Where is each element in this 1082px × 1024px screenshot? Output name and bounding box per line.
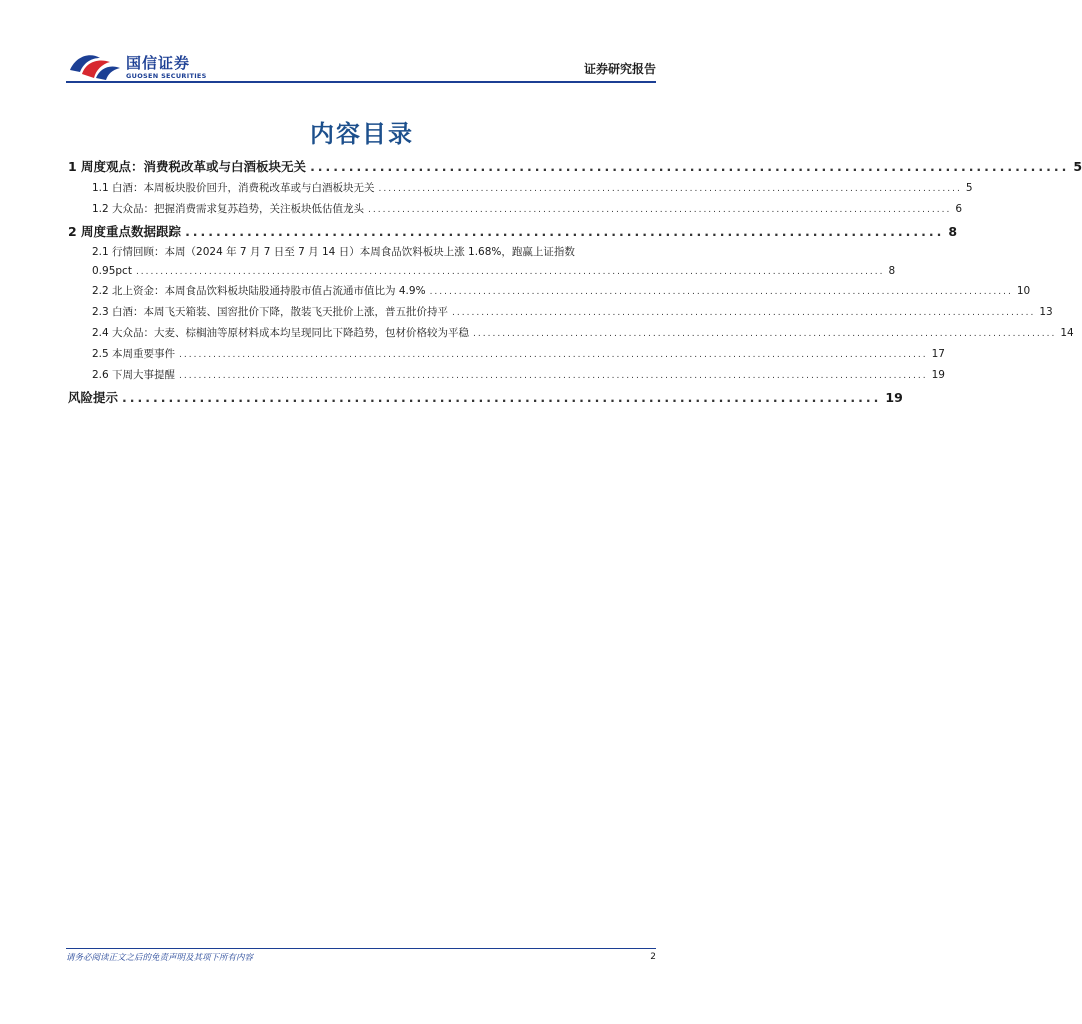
toc-entry-text: 1 周度观点：消费税改革或与白酒板块无关 <box>68 159 307 174</box>
toc-entry-text: 2.4 大众品：大麦、棕榈油等原材料成本均呈现同比下降趋势，包材价格较为平稳 <box>92 327 470 339</box>
toc-entry-1-2[interactable] <box>68 199 963 220</box>
toc-entry-page: 19 <box>885 390 903 405</box>
toc-entry-page: 6 <box>955 203 963 215</box>
logo-chinese-name: 国信证券 <box>126 54 191 72</box>
table-of-contents <box>68 155 1082 409</box>
toc-entry-text: 2 周度重点数据跟踪 <box>68 224 182 239</box>
toc-entry-text: 2.1 行情回顾：本周（2024 年 7 月 7 日至 7 月 14 日）本周食品饮料板块上涨 1.68%，跑赢上证指数 <box>92 246 575 258</box>
toc-entry-2-6[interactable] <box>68 365 945 386</box>
dot-leader: ........................................................................................................................ <box>429 287 1013 297</box>
dot-leader: ........................................................................................................................ <box>368 205 952 215</box>
header-divider <box>66 81 656 83</box>
toc-entry-page: 14 <box>1060 327 1074 339</box>
toc-entry-text: 2.3 白酒：本周飞天箱装、国窖批价下降，散装飞天批价上涨，普五批价持平 <box>92 306 449 318</box>
toc-entry-2-3[interactable] <box>68 302 1053 323</box>
toc-entry-2-5[interactable] <box>68 344 945 365</box>
footer-disclaimer: 请务必阅读正文之后的免责声明及其项下所有内容 <box>66 953 254 963</box>
page-number: 2 <box>650 952 656 962</box>
toc-entry-page: 19 <box>931 369 945 381</box>
dot-leader: .......................................................................................................................................................... <box>179 350 928 360</box>
dot-leader: ........................................................................................................................ <box>473 329 1057 339</box>
dot-leader: ........................................................................................................................ <box>378 184 962 194</box>
toc-entry-2-4[interactable] <box>68 323 1074 344</box>
toc-entry-text: 2.2 北上资金：本周食品饮料板块陆股通持股市值占流通市值比为 4.9% <box>92 285 426 297</box>
toc-entry-2[interactable] <box>68 221 958 243</box>
dot-leader: .................................................................................................. <box>310 159 1070 174</box>
dot-leader: .................................................................................................. <box>122 390 882 405</box>
toc-entry-page: 5 <box>965 182 973 194</box>
toc-entry-page: 13 <box>1039 306 1053 318</box>
toc-entry-text: 1.1 白酒：本周板块股价回升，消费税改革或与白酒板块无关 <box>92 182 375 194</box>
toc-entry-risk[interactable] <box>68 387 903 409</box>
toc-entry-page: 5 <box>1073 159 1082 174</box>
guosen-logo-icon <box>66 50 122 82</box>
toc-entry-2-1[interactable] <box>68 243 896 281</box>
toc-entry-page: 17 <box>931 348 945 360</box>
report-type-label: 证券研究报告 <box>583 62 656 76</box>
toc-entry-text: 2.5 本周重要事件 <box>92 348 176 360</box>
footer-divider <box>66 948 656 949</box>
guosen-logo <box>66 48 246 84</box>
toc-title: 内容目录 <box>310 120 414 148</box>
dot-leader: .......................................................................................................................................................... <box>135 267 885 277</box>
toc-entry-text: 2.6 下周大事提醒 <box>92 369 176 381</box>
logo-english-name: GUOSEN SECURITIES <box>126 72 207 80</box>
toc-entry-page: 10 <box>1016 285 1031 297</box>
toc-entry-text: 风险提示 <box>68 390 119 405</box>
toc-entry-1-1[interactable] <box>68 178 973 199</box>
toc-entry-1[interactable] <box>68 156 1082 178</box>
dot-leader: .......................................................................................................................................................... <box>179 371 928 381</box>
toc-entry-text-continued: 0.95pct <box>92 265 132 277</box>
dot-leader: .................................................................................................. <box>185 224 945 239</box>
toc-entry-page: 8 <box>888 265 896 277</box>
toc-entry-2-2[interactable] <box>68 281 1031 302</box>
dot-leader: ........................................................................................................................ <box>452 308 1036 318</box>
toc-entry-page: 8 <box>948 224 958 239</box>
page-header <box>66 48 656 84</box>
toc-entry-text: 1.2 大众品：把握消费需求复苏趋势，关注板块低估值龙头 <box>92 203 365 215</box>
